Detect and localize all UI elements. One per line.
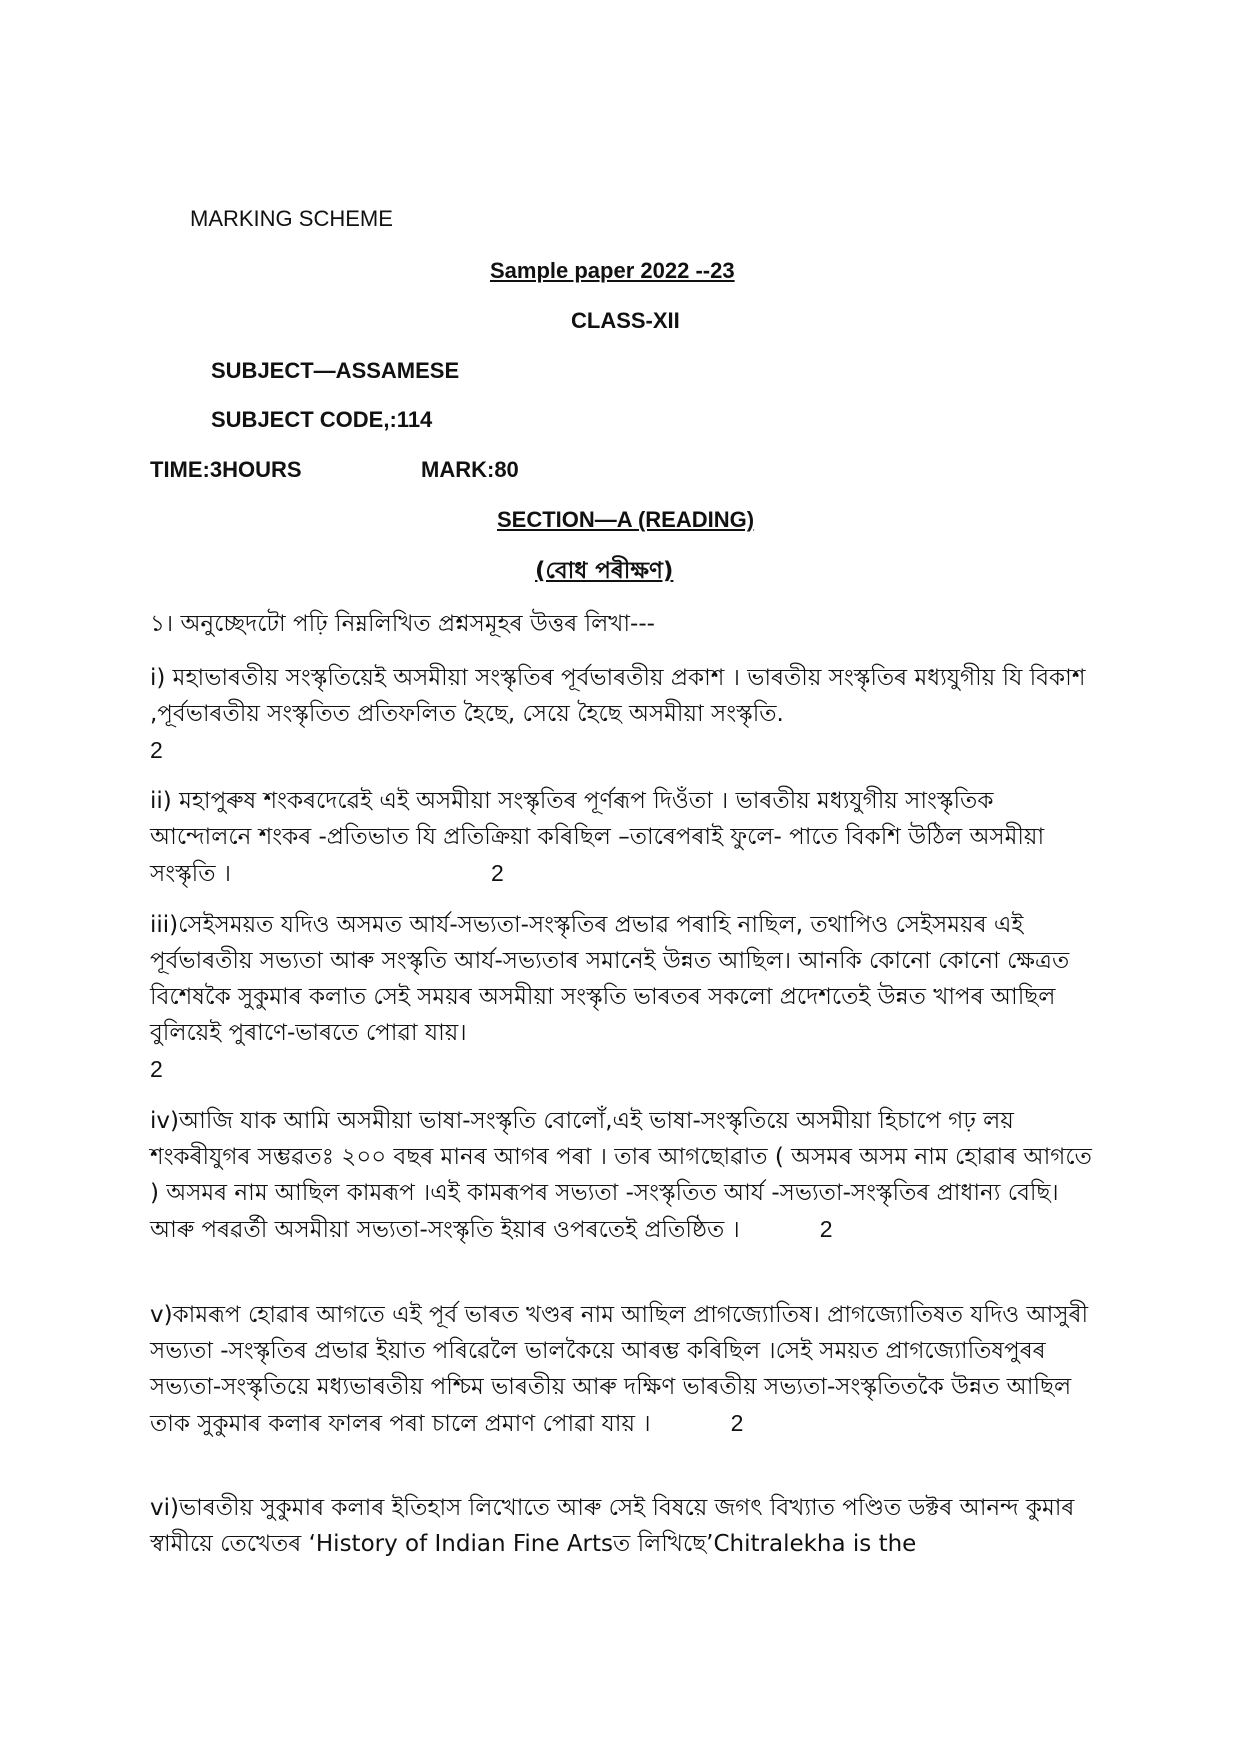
- answer-text: ii) মহাপুৰুষ শংকৰদেৱেই এই অসমীয়া সংস্কৃতিৰ পূৰ্ণৰূপ দিওঁতা । ভাৰতীয় মধ্যযুগীয় সাংস্কৃতিক আন্দোলনে শংকৰ -প্ৰতিভাত যি প্ৰতিক্ৰিয়া কৰিছিল –তাৰেপৰাই ফুলে- পাতে বিকশি উঠিল অসমীয়া সংস্কৃতি । 2: [150, 788, 1045, 887]
- answer-text: iv)আজি যাক আমি অসমীয়া ভাষা-সংস্কৃতি বোলোঁ,এই ভাষা-সংস্কৃতিয়ে অসমীয়া হিচাপে গঢ় লয় শংকৰীযুগৰ সম্ভৱতঃ ২০০ বছৰ মানৰ আগৰ পৰা । তাৰ আগছোৱাত ( অসমৰ অসম নাম হোৱাৰ আগতে ) অসমৰ নাম আছিল কামৰূপ ।এই কামৰূপৰ সভ্যতা -সংস্কৃতিত আৰ্য -সভ্যতা-সংস্কৃতিৰ প্ৰাধান্য বেছি।আৰু পৰৱৰ্তী অসমীয়া সভ্যতা-সংস্কৃতি ইয়াৰ ওপৰতেই প্ৰতিষ্ঠিত । 2: [150, 1108, 1092, 1243]
- answer-mark: 2: [730, 1410, 744, 1436]
- answer-mark: 2: [150, 1056, 163, 1082]
- answer-text: iii)সেইসময়ত যদিও অসমত আৰ্য-সভ্যতা-সংস্কৃতিৰ প্ৰভাৱ পৰাহি নাছিল, তথাপিও সেইসময়ৰ এই পূৰ্বভাৰতীয় সভ্যতা আৰু সংস্কৃতি আৰ্য-সভ্যতাৰ সমানেই উন্নত আছিল। আনকি কোনো কোনো ক্ষেত্ৰত বিশেষকৈ সুকুমাৰ কলাত সেই সময়ৰ অসমীয়া সংস্কৃতি ভাৰতৰ সকলো প্ৰদেশতেই উন্নত খাপৰ আছিল বুলিয়েই পুৰাণে-ভাৰতে পোৱা যায়।: [150, 912, 1070, 1046]
- subject-label: SUBJECT—ASSAMESE: [211, 358, 460, 383]
- answer-item: [150, 660, 1100, 768]
- answer-item: [150, 783, 1100, 892]
- sample-paper-title: Sample paper 2022 --23: [490, 258, 735, 283]
- answer-text: i) মহাভাৰতীয় সংস্কৃতিয়েই অসমীয়া সংস্কৃতিৰ পূৰ্বভাৰতীয় প্ৰকাশ । ভাৰতীয় সংস্কৃতিৰ মধ্যযুগীয় যি বিকাশ ,পূৰ্বভাৰতীয় সংস্কৃতিত প্ৰতিফলিত হৈছে, সেয়ে হৈছে অসমীয়া সংস্কৃতি.: [150, 665, 1086, 727]
- subject-code-label: SUBJECT CODE,:114: [211, 407, 433, 432]
- answer-mark: 2: [819, 1216, 833, 1242]
- answer-item: [150, 1297, 1100, 1442]
- time-label: TIME:3HOURS: [150, 457, 302, 482]
- question-instruction: [150, 606, 1100, 642]
- answer-mark: 2: [150, 737, 163, 763]
- marking-scheme-heading: MARKING SCHEME: [190, 206, 393, 231]
- class-label: CLASS-XII: [571, 308, 680, 333]
- answer-text: vi)ভাৰতীয় সুকুমাৰ কলাৰ ইতিহাস লিখোতে আৰু সেই বিষয়ে জগৎ বিখ্যাত পণ্ডিত ডক্টৰ আনন্দ কুমাৰ স্বামীয়ে তেখেতৰ ‘History of Indian Fine Artsত লিখিছে’Chitralekha is the: [150, 1495, 1075, 1557]
- section-subtitle: (বোধ পৰীক্ষণ): [535, 558, 674, 584]
- answer-mark: 2: [491, 860, 504, 886]
- answer-item: [150, 1490, 1100, 1562]
- question-instruction-text: ১। অনুচ্ছেদটো পঢ়ি নিম্নলিখিত প্ৰশ্নসমূহৰ উত্তৰ লিখা---: [150, 611, 655, 637]
- answer-item: [150, 1103, 1100, 1248]
- section-heading: SECTION—A (READING): [497, 507, 755, 532]
- mark-label: MARK:80: [421, 457, 519, 482]
- answer-item: [150, 907, 1100, 1087]
- answer-text: v)কামৰূপ হোৱাৰ আগতে এই পূৰ্ব ভাৰত খণ্ডৰ নাম আছিল প্ৰাগজ্যোতিষ। প্ৰাগজ্যোতিষত যদিও আসুৰী সভ্যতা -সংস্কৃতিৰ প্ৰভাৱ ইয়াত পৰিৱেলৈ ভালকৈয়ে আৰম্ভ কৰিছিল ।সেই সময়ত প্ৰাগজ্যোতিষপুৰৰ সভ্যতা-সংস্কৃতিয়ে মধ্যভাৰতীয় পশ্চিম ভাৰতীয় আৰু দক্ষিণ ভাৰতীয় সভ্যতা-সংস্কৃতিতকৈ উন্নত আছিল তাক সুকুমাৰ কলাৰ ফালৰ পৰা চালে প্ৰমাণ পোৱা যায় । 2: [150, 1302, 1089, 1437]
